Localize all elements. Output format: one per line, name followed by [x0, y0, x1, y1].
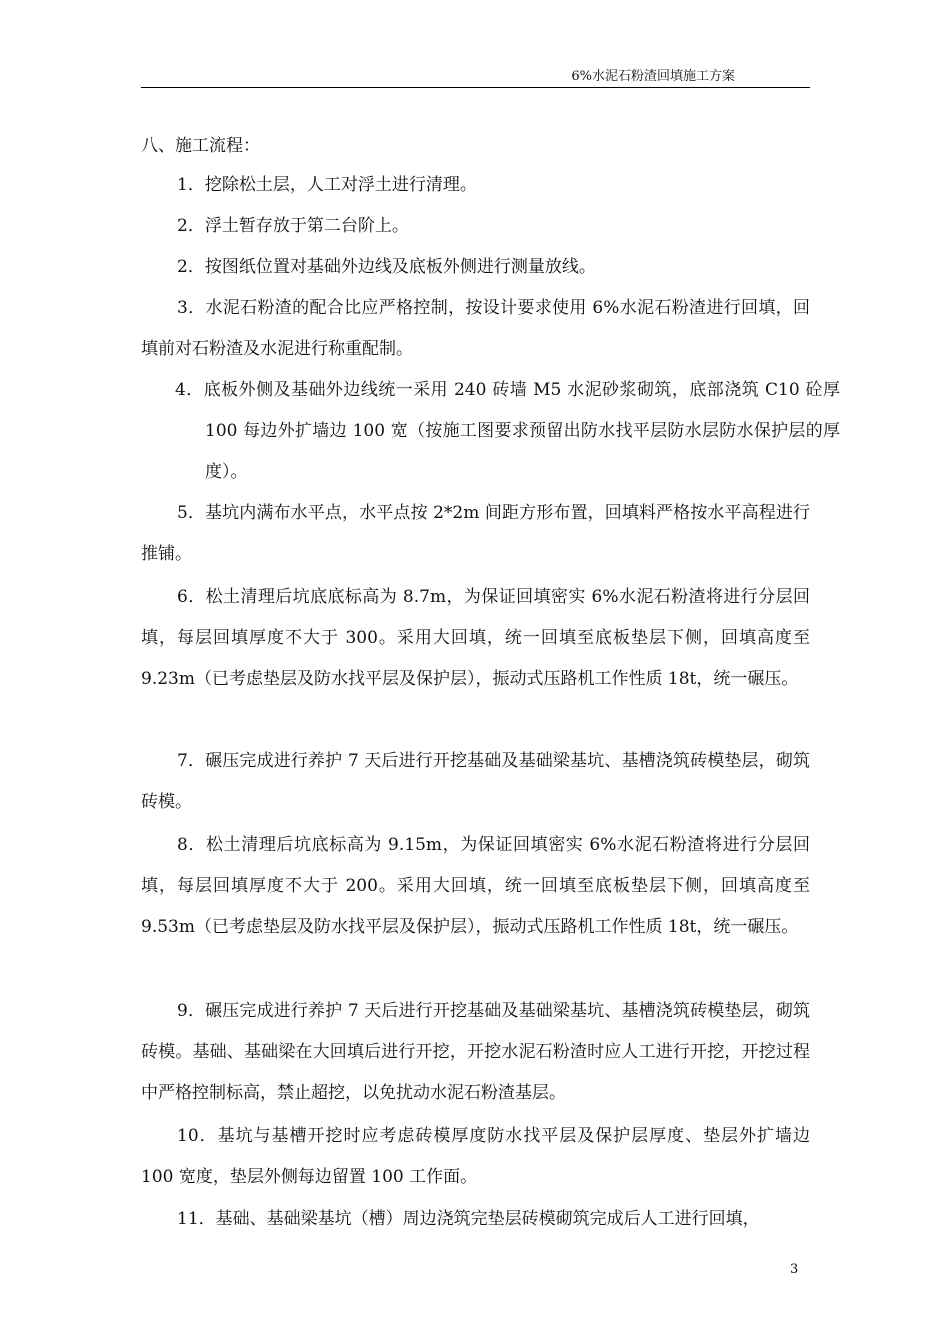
step-4: 4．底板外侧及基础外边线统一采用 240 砖墙 M5 水泥砂浆砌筑，底部浇筑 C10 砼厚 100 每边外扩墙边 100 宽（按施工图要求预留出防水找平层防水层防水保护层的厚度）。: [175, 380, 840, 482]
section-heading: 八、施工流程：: [141, 136, 260, 156]
page-header-title: 6%水泥石粉渣回填施工方案: [571, 69, 735, 84]
step-2a: 2．浮土暂存放于第二台阶上。: [177, 216, 409, 236]
page-number: 3: [790, 1262, 799, 1277]
step-5: 5．基坑内满布水平点，水平点按 2*2m 间距方形布置，回填料严格按水平高程进行推铺。: [141, 503, 810, 564]
step-10: 10．基坑与基槽开挖时应考虑砖模厚度防水找平层及保护层厚度、垫层外扩墙边 100 宽度，垫层外侧每边留置 100 工作面。: [141, 1126, 810, 1187]
step-1: 1．挖除松土层，人工对浮土进行清理。: [177, 175, 477, 195]
header-rule: [141, 87, 810, 88]
step-2b: 2．按图纸位置对基础外边线及底板外侧进行测量放线。: [177, 257, 596, 277]
step-3: 3．水泥石粉渣的配合比应严格控制，按设计要求使用 6%水泥石粉渣进行回填，回填前对石粉渣及水泥进行称重配制。: [141, 298, 810, 359]
step-8: 8．松土清理后坑底标高为 9.15m，为保证回填密实 6%水泥石粉渣将进行分层回填，每层回填厚度不大于 200。采用大回填，统一回填至底板垫层下侧，回填高度至 9.53m（已考虑垫层及防水找平层及保护层），振动式压路机工作性质 18t，统一碾压。: [141, 835, 810, 937]
step-9: 9．碾压完成进行养护 7 天后进行开挖基础及基础梁基坑、基槽浇筑砖模垫层，砌筑砖模。基础、基础梁在大回填后进行开挖，开挖水泥石粉渣时应人工进行开挖，开挖过程中严格控制标高，禁止超挖，以免扰动水泥石粉渣基层。: [141, 1001, 810, 1103]
step-11: 11．基础、基础梁基坑（槽）周边浇筑完垫层砖模砌筑完成后人工进行回填，: [177, 1209, 760, 1229]
step-7: 7．碾压完成进行养护 7 天后进行开挖基础及基础梁基坑、基槽浇筑砖模垫层，砌筑砖模。: [141, 751, 810, 812]
step-6: 6．松土清理后坑底底标高为 8.7m，为保证回填密实 6%水泥石粉渣将进行分层回填，每层回填厚度不大于 300。采用大回填，统一回填至底板垫层下侧，回填高度至 9.23m（已考虑垫层及防水找平层及保护层），振动式压路机工作性质 18t，统一碾压。: [141, 587, 810, 689]
